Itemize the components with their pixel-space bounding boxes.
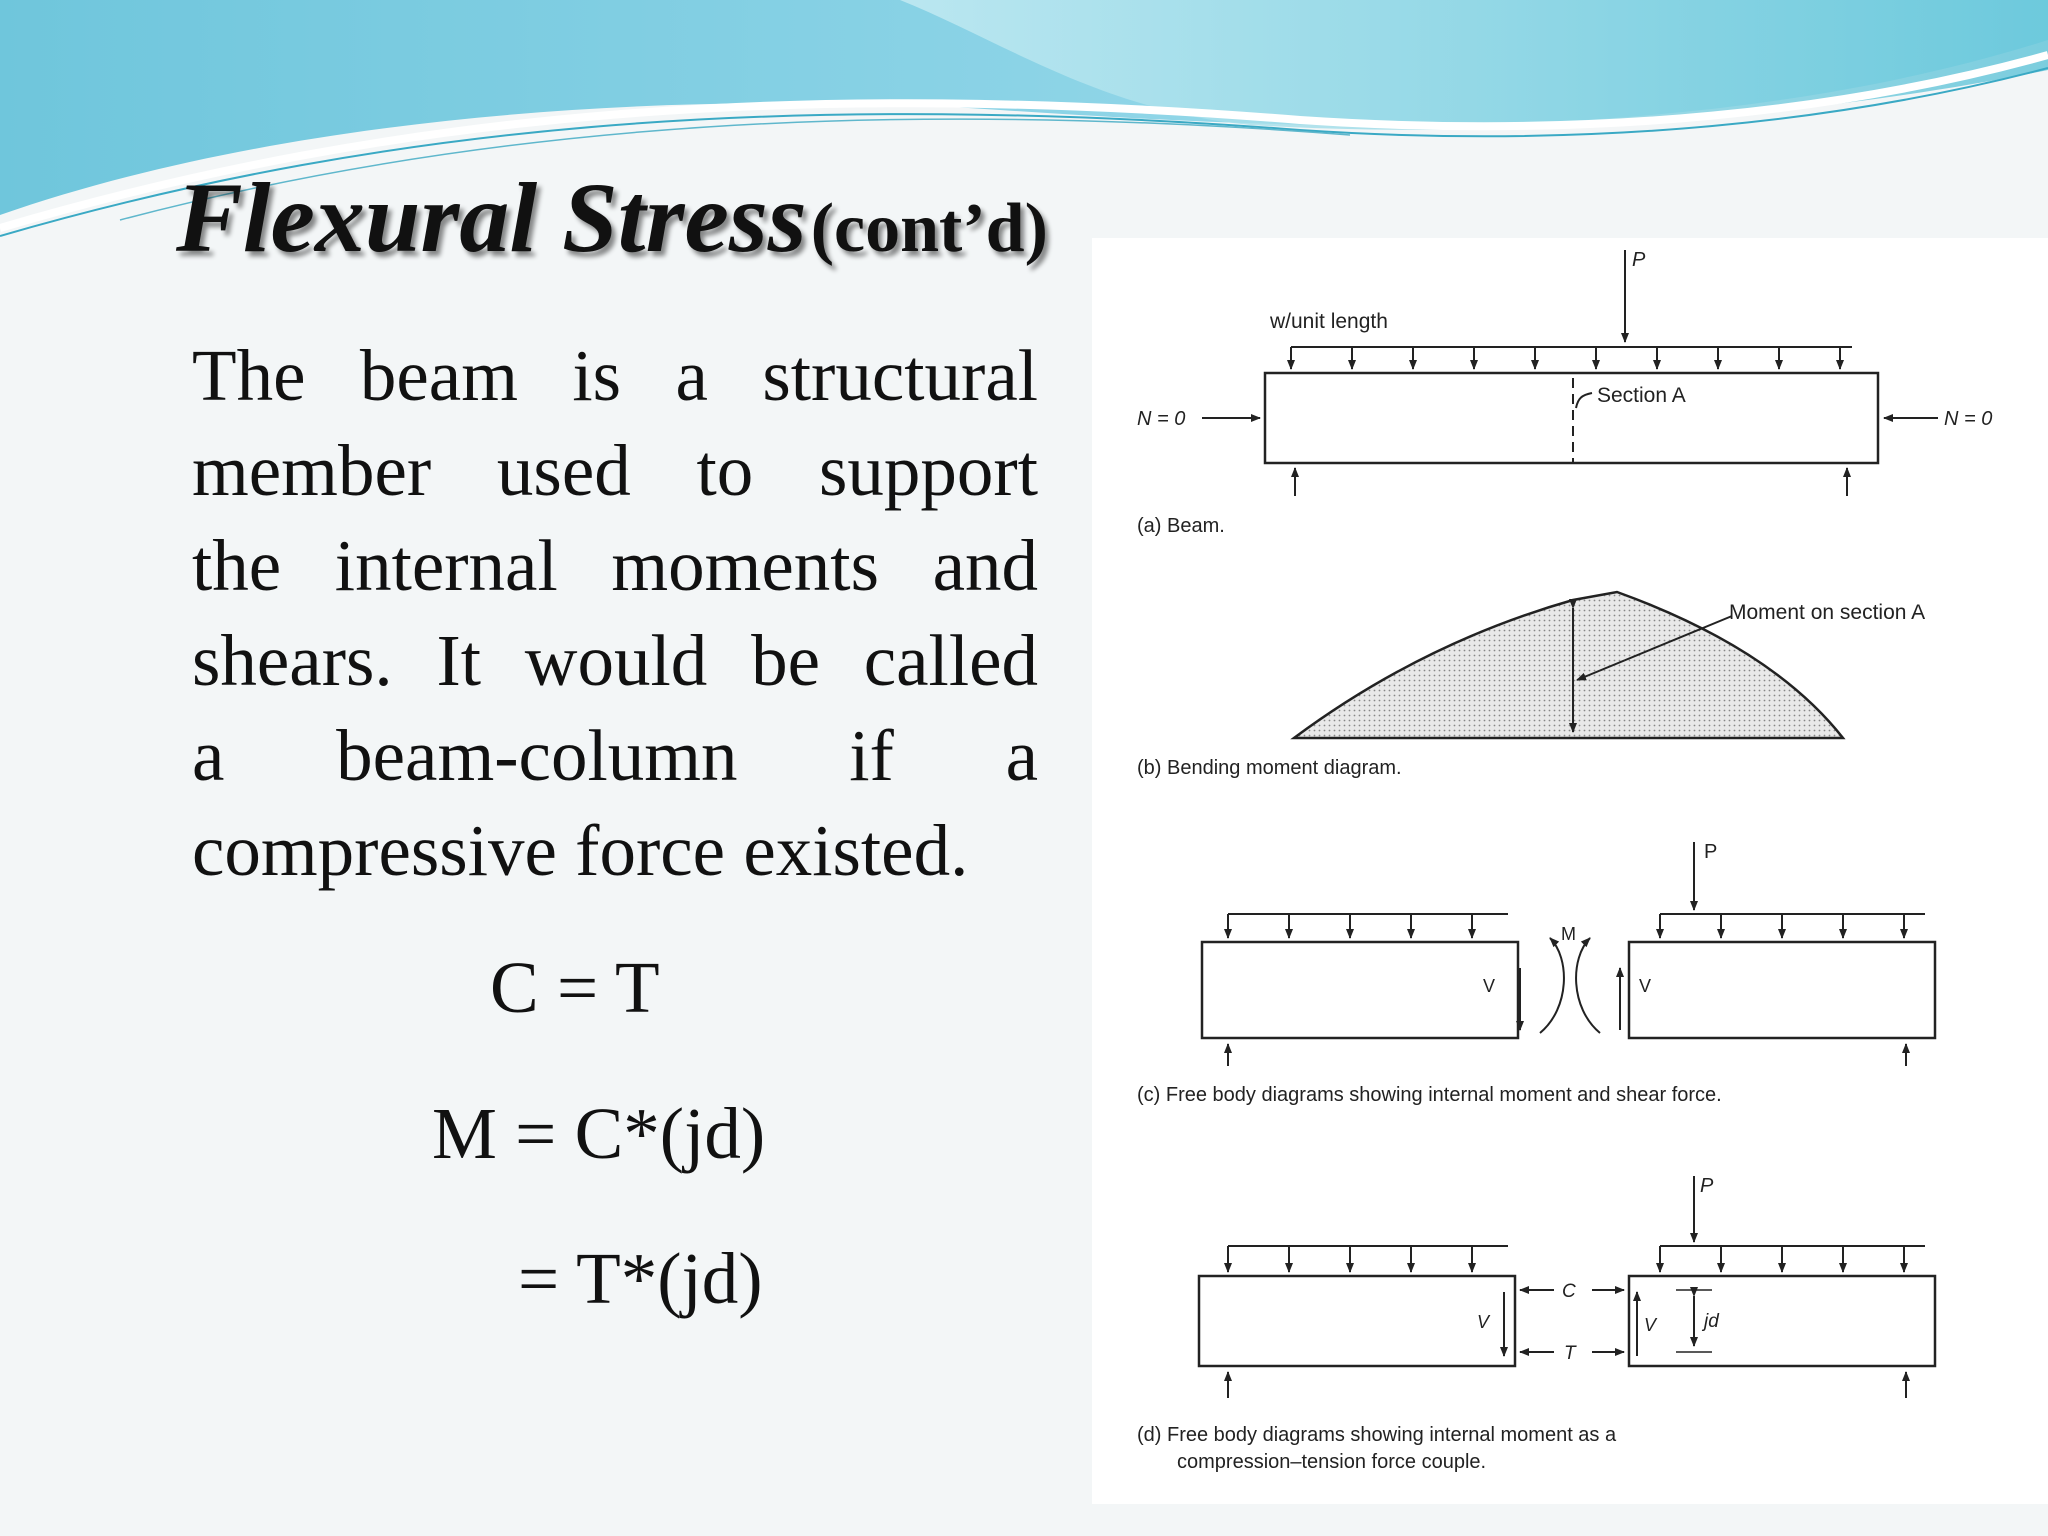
axial-force-left-label: N = 0 xyxy=(1137,408,1186,430)
load-p-label: P xyxy=(1632,249,1646,271)
body-line: member used to support xyxy=(192,430,1038,511)
body-line: a beam-column if a xyxy=(192,715,1038,796)
panel-d-shear-v-left-label: V xyxy=(1477,1312,1490,1332)
equation-c-equals-t: C = T xyxy=(490,947,660,1028)
moment-on-section-label: Moment on section A xyxy=(1729,601,1926,624)
axial-force-right-label: N = 0 xyxy=(1944,408,1993,430)
body-line: the internal moments and xyxy=(192,525,1038,606)
body-line: The beam is a structural xyxy=(192,335,1038,416)
compression-c-label: C xyxy=(1562,1281,1576,1302)
beam-diagram-figure xyxy=(1092,238,2048,1504)
panel-a-caption: (a) Beam. xyxy=(1137,515,1225,537)
equation-moment-compression: M = C*(jd) xyxy=(432,1093,766,1174)
tension-t-label: T xyxy=(1564,1343,1576,1364)
panel-d-load-p-label: P xyxy=(1700,1175,1714,1197)
panel-d-caption-line1: (d) Free body diagrams showing internal moment as a xyxy=(1137,1424,1617,1446)
shear-v-right-label: V xyxy=(1639,976,1652,996)
slide-title xyxy=(176,160,1048,275)
distributed-load-label: w/unit length xyxy=(1270,310,1388,333)
title-main: Flexural Stress xyxy=(176,162,807,273)
panel-c-load-p-label: P xyxy=(1704,841,1718,863)
body-line: shears. It would be called xyxy=(192,620,1038,701)
panel-d-caption-line2: compression–tension force couple. xyxy=(1177,1451,1487,1473)
shear-v-left-label: V xyxy=(1483,976,1496,996)
panel-d-shear-v-right-label: V xyxy=(1644,1315,1657,1335)
section-a-label: Section A xyxy=(1597,384,1686,407)
lever-arm-jd-label: jd xyxy=(1704,1311,1719,1332)
body-paragraph xyxy=(192,328,1038,898)
body-line: compressive force existed. xyxy=(192,810,969,891)
equation-moment-tension: = T*(jd) xyxy=(518,1238,763,1319)
panel-b-caption: (b) Bending moment diagram. xyxy=(1137,757,1402,779)
panel-c-caption: (c) Free body diagrams showing internal moment and shear force. xyxy=(1137,1084,1722,1106)
title-subtitle: (cont’d) xyxy=(810,190,1048,267)
moment-m-label: M xyxy=(1561,924,1576,944)
